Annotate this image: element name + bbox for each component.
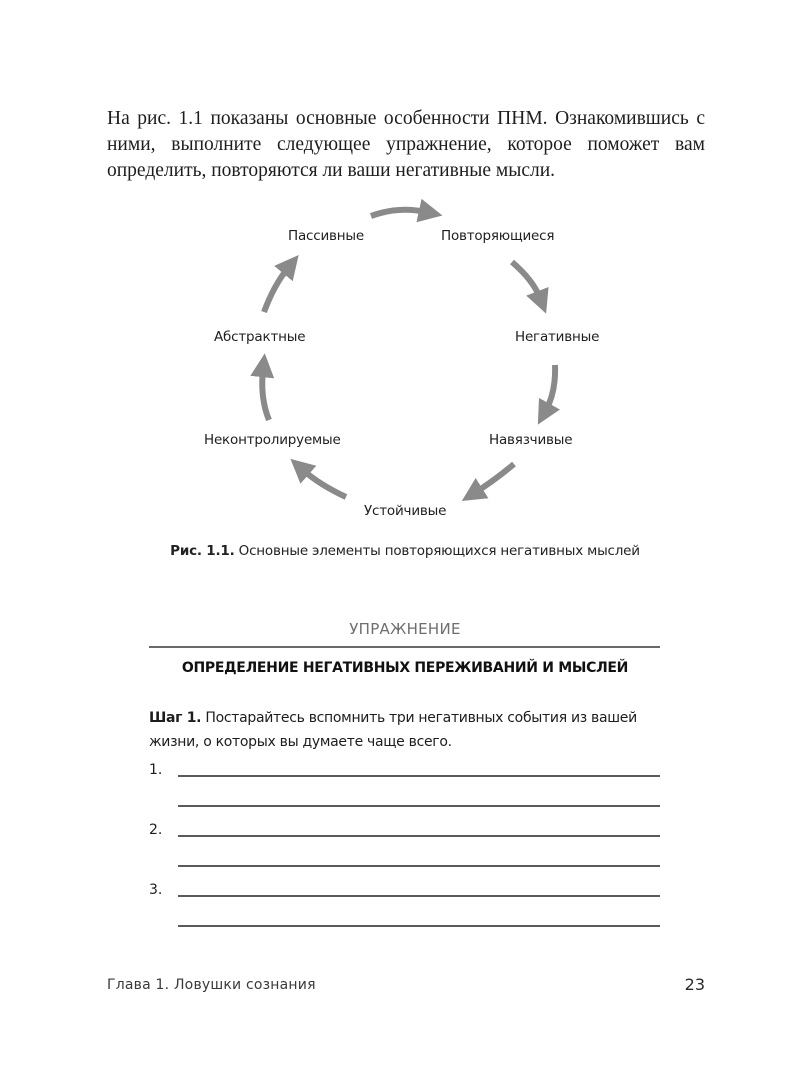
arrow-icon <box>303 470 346 497</box>
arrow-icon <box>546 365 555 410</box>
node-uncontrollable: Неконтролируемые <box>204 432 341 448</box>
exercise-label: УПРАЖНЕНИЕ <box>349 620 461 638</box>
step-instruction <box>149 706 669 754</box>
answer-line[interactable] <box>178 775 660 777</box>
answer-line[interactable] <box>178 925 660 927</box>
node-abstract: Абстрактные <box>214 329 306 345</box>
answer-line[interactable] <box>178 865 660 867</box>
node-persistent: Устойчивые <box>364 503 447 519</box>
exercise-title: ОПРЕДЕЛЕНИЕ НЕГАТИВНЫХ ПЕРЕЖИВАНИЙ И МЫСЛЕЙ <box>181 660 629 676</box>
answer-line[interactable] <box>178 895 660 897</box>
intro-paragraph: На рис. 1.1 показаны основные особенности ПНМ. Ознакомившись с ними, выполните следующее упражнение, которое поможет вам определить, повторяются ли ваши негативные мысли. <box>107 108 705 181</box>
chapter-title: Глава 1. Ловушки сознания <box>107 977 316 993</box>
node-intrusive: Навязчивые <box>489 432 573 448</box>
answer-line[interactable] <box>178 805 660 807</box>
step-text: Постарайтесь вспомнить три негативных события из вашей жизни, о которых вы думаете чаще всего. <box>149 710 637 750</box>
answer-line[interactable] <box>178 835 660 837</box>
node-negative: Негативные <box>515 329 600 345</box>
arrow-icon <box>262 370 269 420</box>
answer-number-3: 3. <box>149 882 163 898</box>
node-repetitive: Повторяющиеся <box>441 228 555 244</box>
step-label: Шаг 1. <box>149 710 202 726</box>
arrow-icon <box>512 262 540 298</box>
answer-number-1: 1. <box>149 762 163 778</box>
arrow-icon <box>264 268 288 312</box>
exercise-divider <box>149 646 660 648</box>
answer-number-2: 2. <box>149 822 163 838</box>
figure-caption <box>0 543 810 559</box>
arrow-icon <box>476 464 514 492</box>
caption-text: Основные элементы повторяющихся негативных мыслей <box>234 543 640 559</box>
node-passive: Пассивные <box>288 228 364 244</box>
caption-label: Рис. 1.1. <box>170 543 235 559</box>
arrow-icon <box>371 210 426 216</box>
page-number: 23 <box>684 975 705 994</box>
